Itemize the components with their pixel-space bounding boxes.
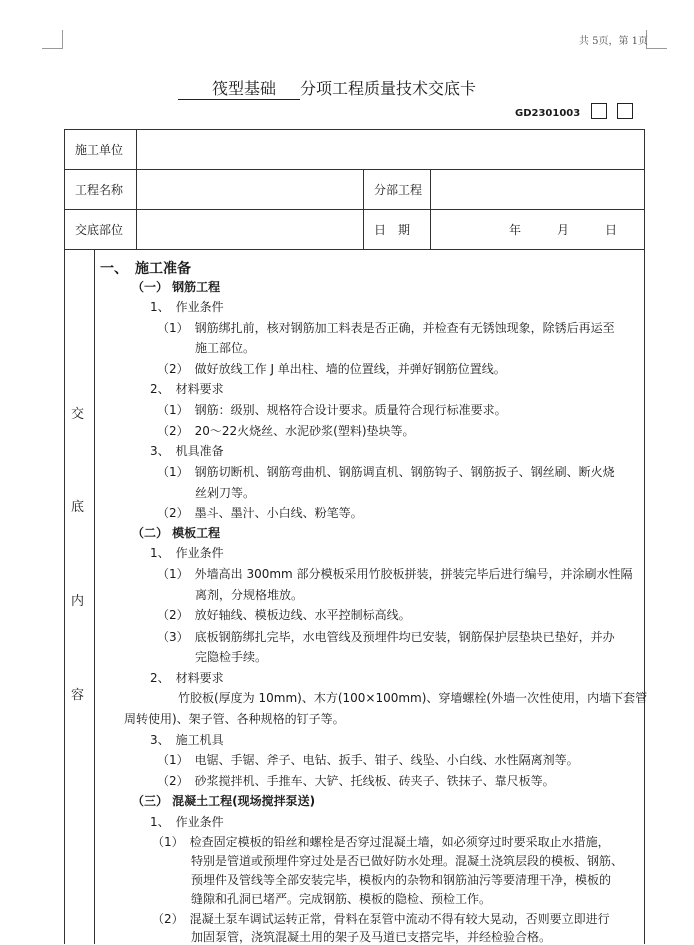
checkbox-2[interactable]	[617, 103, 633, 119]
subsection-heading: （二） 模板工程	[132, 526, 221, 540]
content-line: 周转使用)、架子管、各种规格的钉子等。	[124, 712, 345, 726]
content-line: （1） 钢筋：级别、规格符合设计要求。质量符合现行标准要求。	[157, 403, 507, 417]
content-line: （1） 电锯、手锯、斧子、电钻、扳手、钳子、线坠、小白线、水性隔离剂等。	[157, 753, 579, 767]
crop-mark-top-right	[646, 30, 667, 49]
project-field[interactable]	[137, 170, 364, 210]
content-line: 丝剁刀等。	[195, 486, 256, 500]
content-line: （2） 混凝土泵车调试运转正常，骨料在泵管中流动不得有较大晃动，否则要立即进行	[152, 912, 610, 926]
item-heading: 3、 施工机具	[150, 733, 224, 747]
item-heading: 1、 作业条件	[150, 546, 224, 560]
sub-label: 分部工程	[364, 170, 431, 210]
unit-label: 施工单位	[65, 130, 137, 170]
content-line: （2） 砂浆搅拌机、手推车、大铲、托线板、砖夹子、铁抹子、靠尺板等。	[157, 774, 555, 788]
content-line: （1） 钢筋绑扎前，核对钢筋加工料表是否正确，并检查有无锈蚀现象，除锈后再运至	[157, 321, 615, 335]
content-line: （3） 底板钢筋绑扎完毕，水电管线及预埋件均已安装，钢筋保护层垫块已垫好，并办	[157, 630, 615, 644]
item-heading: 1、 作业条件	[150, 300, 224, 314]
content-line: 特别是管道或预埋件穿过处是否已做好防水处理。混凝土浇筑层段的模板、钢筋、	[191, 854, 624, 868]
subsection-heading: （一） 钢筋工程	[132, 280, 221, 294]
date-label: 日 期	[364, 210, 431, 250]
content-line: （2） 墨斗、墨汁、小白线、粉笔等。	[157, 506, 363, 520]
item-heading: 3、 机具准备	[150, 444, 224, 458]
page-info: 共 5页，第 1页	[578, 36, 648, 47]
content-line: （1） 外墙高出 300mm 部分模板采用竹胶板拼装，拼装完毕后进行编号，并涂刷水性隔	[157, 567, 633, 581]
document-title	[178, 76, 476, 100]
date-year: 年	[509, 223, 522, 237]
content-line: 预埋件及管线等全部安装完毕，模板内的杂物和钢筋油污等要清理干净，模板的	[191, 873, 612, 887]
side-label-2: 底	[71, 500, 85, 515]
content-line: （2） 放好轴线、模板边线、水平控制标高线。	[157, 608, 411, 622]
content-line: （1） 钢筋切断机、钢筋弯曲机、钢筋调直机、钢筋钩子、钢筋扳子、钢丝刷、断火烧	[157, 465, 615, 479]
date-day: 日	[605, 223, 618, 237]
side-label-1: 交	[71, 407, 85, 422]
content-line: 完隐检手续。	[195, 650, 268, 664]
content-line: 离剂，分规格堆放。	[195, 588, 304, 602]
content-line: （2） 20～22火烧丝、水泥砂浆(塑料)垫块等。	[157, 424, 415, 438]
content-line: （1） 检查固定模板的铅丝和螺栓是否穿过混凝土墙，如必须穿过时要采取止水措施，	[152, 835, 610, 849]
title-suffix: 分项工程质量技术交底卡	[300, 79, 477, 98]
info-table	[64, 129, 645, 250]
date-field[interactable]	[431, 210, 645, 250]
checkbox-1[interactable]	[591, 103, 607, 119]
part-label: 交底部位	[65, 210, 137, 250]
section-heading: 一、 施工准备	[100, 261, 191, 277]
item-heading: 2、 材料要求	[150, 671, 224, 685]
content-line: 施工部位。	[195, 341, 256, 355]
item-heading: 2、 材料要求	[150, 382, 224, 396]
content-line: 加固泵管，浇筑混凝土用的架子及马道已支搭完毕，并经检验合格。	[191, 930, 552, 944]
item-heading: 1、 作业条件	[150, 815, 224, 829]
content-line: 缝隙和孔洞已堵严。完成钢筋、模板的隐检、预检工作。	[191, 892, 492, 906]
title-underlined: 筏型基础	[178, 76, 300, 100]
content-line: （2） 做好放线工作 J 单出柱、墙的位置线，并弹好钢筋位置线。	[157, 362, 506, 376]
subsection-heading: （三） 混凝土工程(现场搅拌泵送)	[132, 794, 316, 808]
side-label-3: 内	[71, 594, 85, 609]
document-code: GD2301003	[515, 108, 581, 119]
part-field[interactable]	[137, 210, 364, 250]
date-month: 月	[557, 223, 570, 237]
project-label: 工程名称	[65, 170, 137, 210]
sub-field[interactable]	[431, 170, 645, 210]
unit-field[interactable]	[137, 130, 645, 170]
side-label-4: 容	[71, 688, 85, 703]
crop-mark-top-left	[42, 30, 63, 49]
content-line: 竹胶板(厚度为 10mm)、木方(100×100mm)、穿墙螺栓(外墙一次性使用，内墙下套管	[178, 691, 648, 705]
